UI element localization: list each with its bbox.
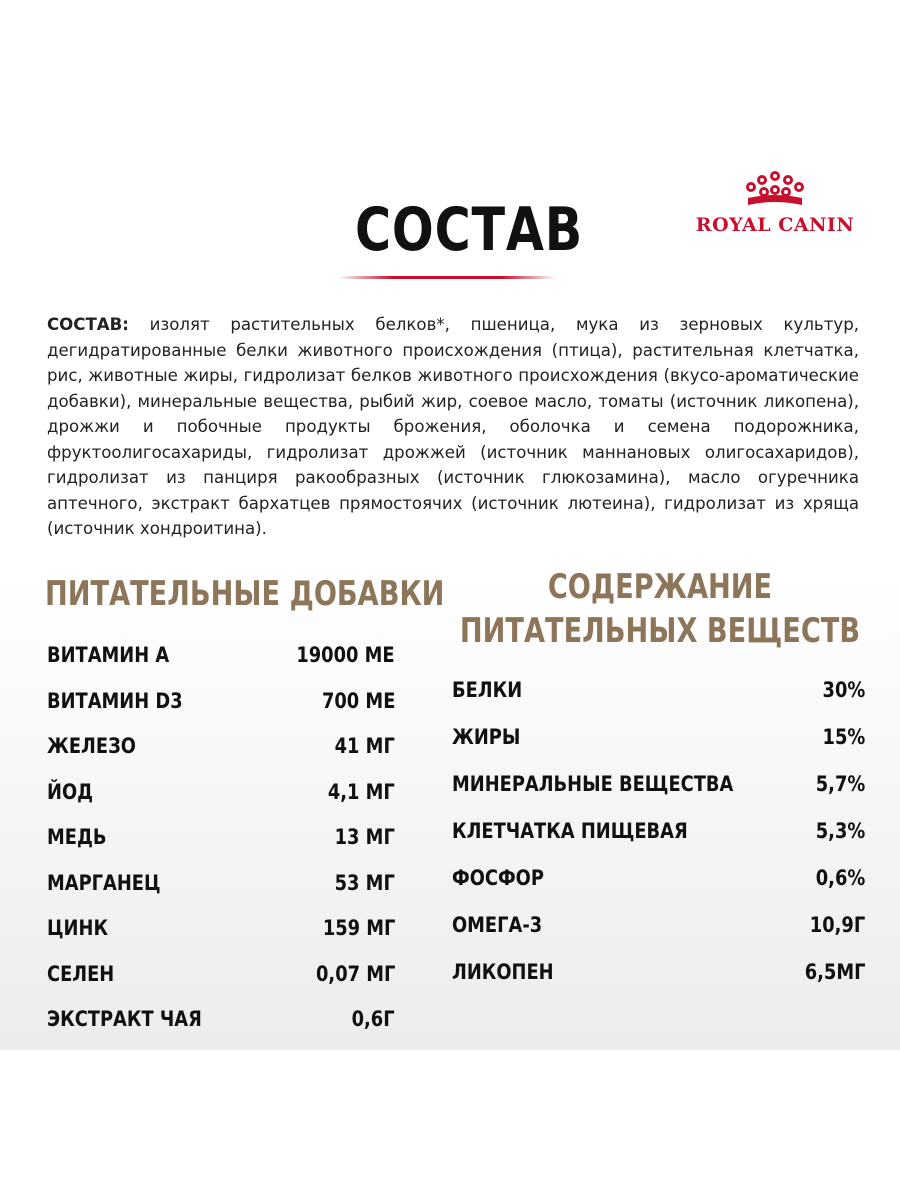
nutrition-row [452,957,865,987]
nutrition-row [47,686,395,716]
row-value: 13 МГ [334,825,395,849]
nutrition-row [452,675,865,705]
row-value: 0,6% [815,866,865,890]
nutrition-row [47,731,395,761]
nutrition-row [452,863,865,893]
row-label: ЙОД [47,779,94,804]
crown-icon [734,170,816,210]
row-value: 5,3% [815,819,865,843]
nutrition-row [452,816,865,846]
additives-title: ПИТАТЕЛЬНЫЕ ДОБАВКИ [45,574,445,614]
nutrition-row [452,910,865,940]
nutrients-title [452,565,868,653]
row-value: 4,1 МГ [328,779,395,804]
row-value: 53 МГ [334,870,395,895]
nutrition-row [47,777,395,807]
title-underline [338,276,556,279]
composition-body: изолят растительных белков*, пшеница, мука из зерновых культур, дегидратированные белки животного происхождения (птица), растительная клетчатка, рис, животные жиры, гидролизат белков животного происхождения (вкусо-ароматические добавки), минеральные вещества, рыбий жир, соевое масло, томаты (источник ликопена), дрожжи и побочные продукты брожения, оболочка и семена подорожника, фруктоолигосахариды, гидролизат дрожжей (источник маннановых олигосахаридов), гидролизат из панциря ракообразных (источник глюкозамина), масло огуречника аптечного, экстракт бархатцев прямостоячих (источник лютеина), гидролизат из хряща (источник хондроитина). [47,315,859,538]
row-label: ФОСФОР [452,866,544,890]
nutrition-row [47,959,395,989]
row-label: ЭКСТРАКТ ЧАЯ [47,1007,202,1031]
row-label: ВИТАМИН D3 [47,688,183,713]
nutrition-row [47,640,395,670]
row-label: ЛИКОПЕН [452,960,554,984]
row-value: 30% [822,678,865,702]
nutrition-row [47,913,395,943]
nutrition-row [47,822,395,852]
row-value: 6,5МГ [804,960,865,984]
row-value: 19000 МЕ [296,643,395,667]
row-label: ЦИНК [47,916,109,940]
brand-name: ROYAL CANIN [695,214,855,236]
brand-logo [680,170,870,245]
row-value: 41 МГ [334,734,395,758]
row-value: 10,9Г [809,913,865,937]
nutrition-row [452,769,865,799]
composition-text [47,312,859,542]
nutrition-row [47,868,395,898]
nutrients-title-text: СОДЕРЖАНИЕ ПИТАТЕЛЬНЫХ ВЕЩЕСТВ [459,567,861,651]
row-label: КЛЕТЧАТКА ПИЩЕВАЯ [452,819,688,843]
row-label: ВИТАМИН А [47,643,170,667]
row-label: ЖЕЛЕЗО [47,734,136,758]
row-value: 700 МЕ [321,688,395,713]
row-label: ОМЕГА-3 [452,913,543,937]
row-label: МИНЕРАЛЬНЫЕ ВЕЩЕСТВА [452,772,734,796]
row-label: ЖИРЫ [452,725,521,749]
nutrition-row [452,722,865,752]
nutrition-row [47,1004,395,1034]
page-title: СОСТАВ [355,195,584,265]
row-value: 5,7% [815,772,865,796]
row-value: 0,6Г [351,1007,395,1031]
row-value: 159 МГ [322,916,395,940]
row-value: 15% [822,725,865,749]
row-label: МЕДЬ [47,825,107,849]
row-value: 0,07 МГ [315,961,395,986]
row-label: СЕЛЕН [47,961,115,986]
row-label: МАРГАНЕЦ [47,870,161,895]
row-label: БЕЛКИ [452,678,523,702]
composition-lead: СОСТАВ: [47,315,129,334]
